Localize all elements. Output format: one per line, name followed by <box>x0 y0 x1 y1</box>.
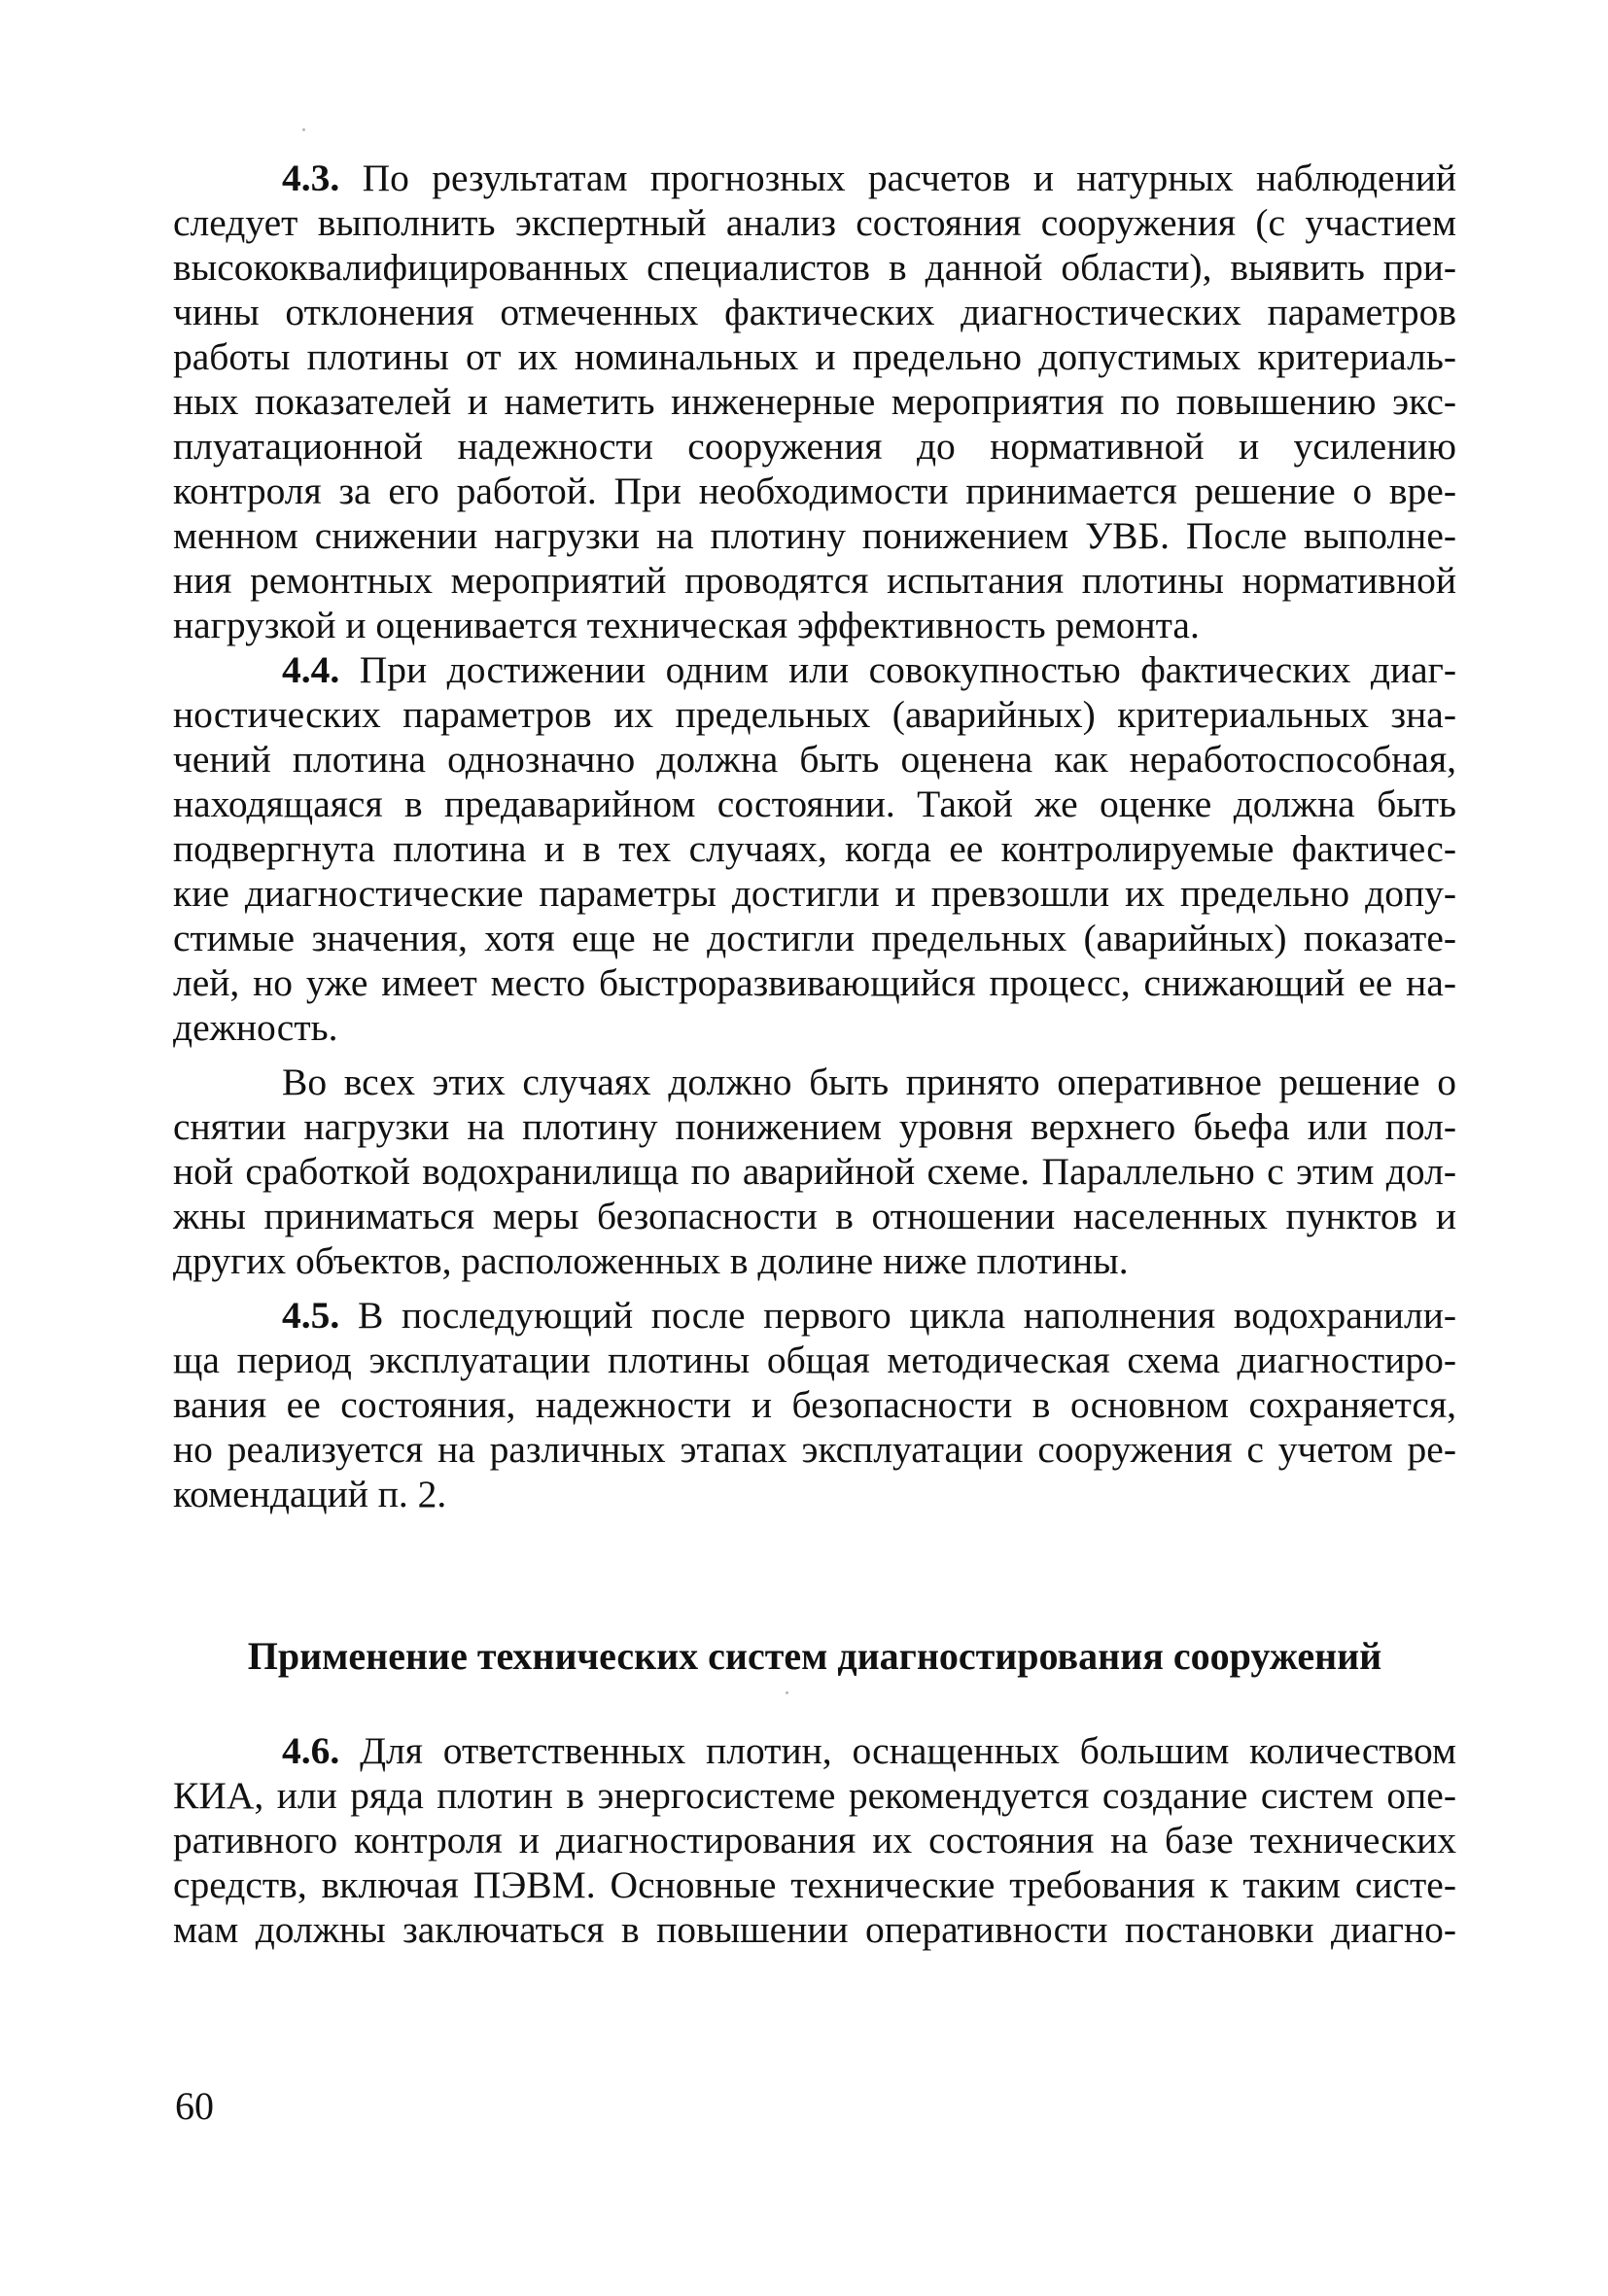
paragraph-4-3-line: менном снижении нагрузки на плотину понижением УВБ. После выполне- <box>173 514 1456 557</box>
paragraph-4-3-line: следует выполнить экспертный анализ состояния сооружения (с участием <box>173 201 1456 244</box>
paragraph-4-4-line: чений плотина однозначно должна быть оценена как неработоспособная, <box>173 738 1456 781</box>
paragraph-4-5-line: вания ее состояния, надежности и безопасности в основном сохраняется, <box>173 1383 1456 1426</box>
section-number: 4.6. <box>282 1729 340 1772</box>
paragraph-4-4b-line: снятии нагрузки на плотину понижением уровня верхнего бьефа или пол- <box>173 1105 1456 1148</box>
paragraph-4-4b-line: других объектов, расположенных в долине ниже плотины. <box>173 1239 1129 1282</box>
paragraph-4-3-line: контроля за его работой. При необходимости принимается решение о вре- <box>173 470 1456 512</box>
scan-speck <box>786 1691 788 1694</box>
scan-speck <box>302 128 305 131</box>
paragraph-4-4b-line: жны приниматься меры безопасности в отношении населенных пунктов и <box>173 1195 1456 1237</box>
paragraph-4-5-line: ща период эксплуатации плотины общая методическая схема диагностиро- <box>173 1339 1456 1381</box>
paragraph-4-5-line: комендаций п. 2. <box>173 1473 447 1515</box>
paragraph-4-4b-line: ной сработкой водохранилища по аварийной схеме. Параллельно с этим дол- <box>173 1150 1456 1193</box>
paragraph-4-3-line: 4.3. По результатам прогнозных расчетов и натурных наблюдений <box>282 157 1457 199</box>
paragraph-4-6-line: ративного контроля и диагностирования их состояния на базе технических <box>173 1819 1456 1861</box>
paragraph-4-3-line: нагрузкой и оценивается техническая эффективность ремонта. <box>173 604 1200 646</box>
section-number: 4.5. <box>282 1294 340 1337</box>
section-heading: Применение технических систем диагностирования сооружений <box>247 1634 1382 1678</box>
paragraph-4-4-line: 4.4. При достижении одним или совокупностью фактических диаг- <box>282 648 1456 691</box>
paragraph-4-3-line: чины отклонения отмеченных фактических диагностических параметров <box>173 291 1456 333</box>
paragraph-4-3-line: высококвалифицированных специалистов в данной области), выявить при- <box>173 246 1456 289</box>
paragraph-4-5-line: 4.5. В последующий после первого цикла наполнения водохранили- <box>282 1294 1457 1337</box>
paragraph-4-4-line: стимые значения, хотя еще не достигли предельных (аварийных) показате- <box>173 917 1456 959</box>
paragraph-4-4-line: лей, но уже имеет место быстроразвивающийся процесс, снижающий ее на- <box>173 961 1456 1004</box>
paragraph-4-4-line: находящаяся в предаварийном состоянии. Такой же оценке должна быть <box>173 783 1456 825</box>
paragraph-4-3-line: ных показателей и наметить инженерные мероприятия по повышению экс- <box>173 380 1456 423</box>
paragraph-4-3-line: работы плотины от их номинальных и предельно допустимых критериаль- <box>173 335 1456 378</box>
page-number: 60 <box>175 2084 214 2128</box>
paragraph-4-6-line: 4.6. Для ответственных плотин, оснащенных большим количеством <box>282 1729 1456 1772</box>
paragraph-4-6-line: мам должны заключаться в повышении оперативности постановки диагно- <box>173 1908 1456 1951</box>
paragraph-4-3-line: плуатационной надежности сооружения до нормативной и усилению <box>173 425 1456 468</box>
paragraph-4-6-line: КИА, или ряда плотин в энергосистеме рекомендуется создание систем опе- <box>173 1774 1456 1817</box>
paragraph-4-4-line: подвергнута плотина и в тех случаях, когда ее контролируемые фактичес- <box>173 827 1456 870</box>
paragraph-4-6-line: средств, включая ПЭВМ. Основные технические требования к таким систе- <box>173 1863 1456 1906</box>
paragraph-4-3-line: ния ремонтных мероприятий проводятся испытания плотины нормативной <box>173 559 1456 602</box>
section-number: 4.3. <box>282 157 340 199</box>
paragraph-4-4-line: дежность. <box>173 1006 338 1049</box>
paragraph-4-4-line: кие диагностические параметры достигли и превзошли их предельно допу- <box>173 872 1456 915</box>
section-number: 4.4. <box>282 648 340 691</box>
paragraph-4-4b-line: Во всех этих случаях должно быть принято оперативное решение о <box>282 1061 1456 1103</box>
paragraph-4-4-line: ностических параметров их предельных (аварийных) критериальных зна- <box>173 693 1456 736</box>
paragraph-4-5-line: но реализуется на различных этапах эксплуатации сооружения с учетом ре- <box>173 1428 1456 1471</box>
